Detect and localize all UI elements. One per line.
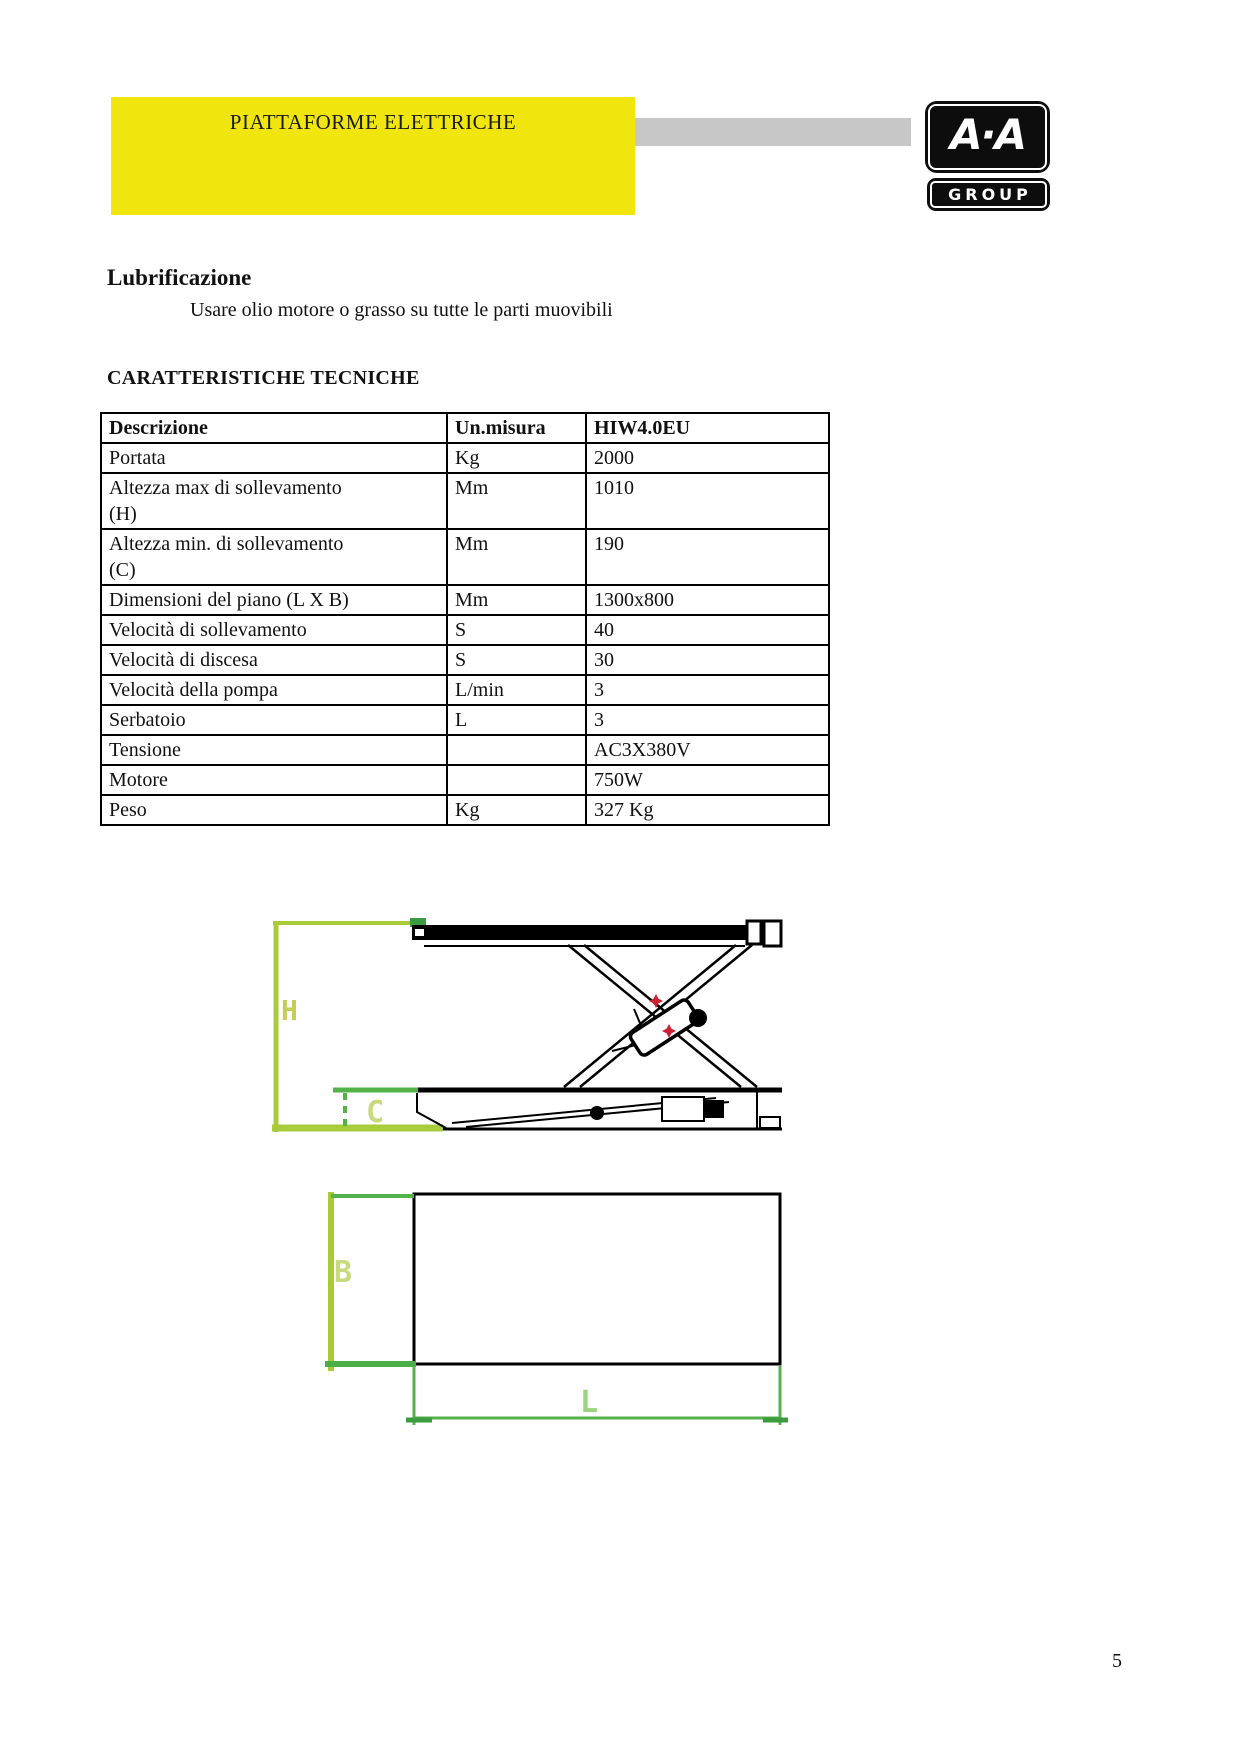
column-header-descrizione: Descrizione <box>101 413 447 443</box>
table-row <box>101 529 829 585</box>
spec-desc: Serbatoio <box>109 709 186 731</box>
column-header-model: HIW4.0EU <box>586 413 829 443</box>
logo-group-badge <box>927 178 1050 211</box>
section-heading-lubrificazione: Lubrificazione <box>107 265 252 290</box>
table-row <box>101 615 829 645</box>
spec-desc: Velocità di discesa <box>109 649 258 671</box>
platform-outline <box>414 1194 780 1364</box>
table-row <box>101 735 829 765</box>
spec-value: 750W <box>586 765 829 795</box>
lift-platform <box>412 925 782 940</box>
specs-table <box>100 412 830 826</box>
spec-desc: Velocità della pompa <box>109 679 278 701</box>
spec-desc-line2: (C) <box>109 559 136 581</box>
spec-value: 40 <box>586 615 829 645</box>
spec-value: 3 <box>586 705 829 735</box>
spec-desc: Altezza min. di sollevamento <box>109 533 344 555</box>
dimension-l <box>406 1366 788 1425</box>
dimension-b <box>325 1192 416 1371</box>
spec-value: 2000 <box>586 443 829 473</box>
section-heading-caratteristiche: CARATTERISTICHE TECNICHE <box>107 367 420 389</box>
table-row <box>101 675 829 705</box>
brand-gray-bar <box>635 118 911 146</box>
spec-unit: Mm <box>447 473 586 529</box>
specs-table-wrapper <box>100 412 830 826</box>
spec-unit: Kg <box>447 443 586 473</box>
technical-drawings <box>250 880 810 1460</box>
spec-value: 1010 <box>586 473 829 529</box>
spec-unit: S <box>447 645 586 675</box>
spec-desc: Peso <box>109 799 147 821</box>
spec-unit: L <box>447 705 586 735</box>
logo-group-keyline <box>930 181 1047 208</box>
spec-desc: Dimensioni del piano (L X B) <box>109 589 349 611</box>
dim-label-c: C <box>366 1095 385 1130</box>
page-number: 5 <box>1112 1650 1122 1672</box>
spec-unit: Kg <box>447 795 586 825</box>
table-row <box>101 795 829 825</box>
dimension-c <box>333 1090 418 1130</box>
logo-aa-badge <box>925 101 1050 173</box>
logo-group-text: GROUP <box>948 184 1032 204</box>
table-row <box>101 443 829 473</box>
spec-unit: Mm <box>447 585 586 615</box>
spec-value: AC3X380V <box>586 735 829 765</box>
table-row <box>101 705 829 735</box>
spec-unit <box>447 765 586 795</box>
spec-desc: Portata <box>109 447 166 469</box>
dim-label-l: L <box>580 1385 599 1420</box>
table-header-row <box>101 413 829 443</box>
dim-label-h: H <box>281 994 298 1027</box>
platform-top-view <box>325 1192 788 1425</box>
table-row <box>101 473 829 529</box>
spec-desc: Velocità di sollevamento <box>109 619 307 641</box>
table-row <box>101 765 829 795</box>
dim-label-b: B <box>334 1255 353 1290</box>
table-row <box>101 645 829 675</box>
spec-desc: Altezza max di sollevamento <box>109 477 342 499</box>
lubrificazione-body: Usare olio motore o grasso su tutte le parti muovibili <box>190 299 613 321</box>
spec-desc: Motore <box>109 769 168 791</box>
header-bar <box>111 97 635 215</box>
logo-aa-keyline <box>928 104 1047 170</box>
spec-value: 3 <box>586 675 829 705</box>
spec-value: 190 <box>586 529 829 585</box>
spec-value: 30 <box>586 645 829 675</box>
spec-desc-line2: (H) <box>109 503 137 525</box>
header-title: PIATTAFORME ELETTRICHE <box>229 110 517 134</box>
spec-unit: L/min <box>447 675 586 705</box>
spec-unit: S <box>447 615 586 645</box>
spec-unit <box>447 735 586 765</box>
logo-aa-text: A·A <box>950 110 1025 159</box>
scissor-lift-side-view <box>272 918 782 1132</box>
spec-value: 327 Kg <box>586 795 829 825</box>
spec-unit: Mm <box>447 529 586 585</box>
spec-desc: Tensione <box>109 739 181 761</box>
column-header-unmisura: Un.misura <box>447 413 586 443</box>
base-frame <box>412 1090 782 1129</box>
spec-value: 1300x800 <box>586 585 829 615</box>
table-row <box>101 585 829 615</box>
